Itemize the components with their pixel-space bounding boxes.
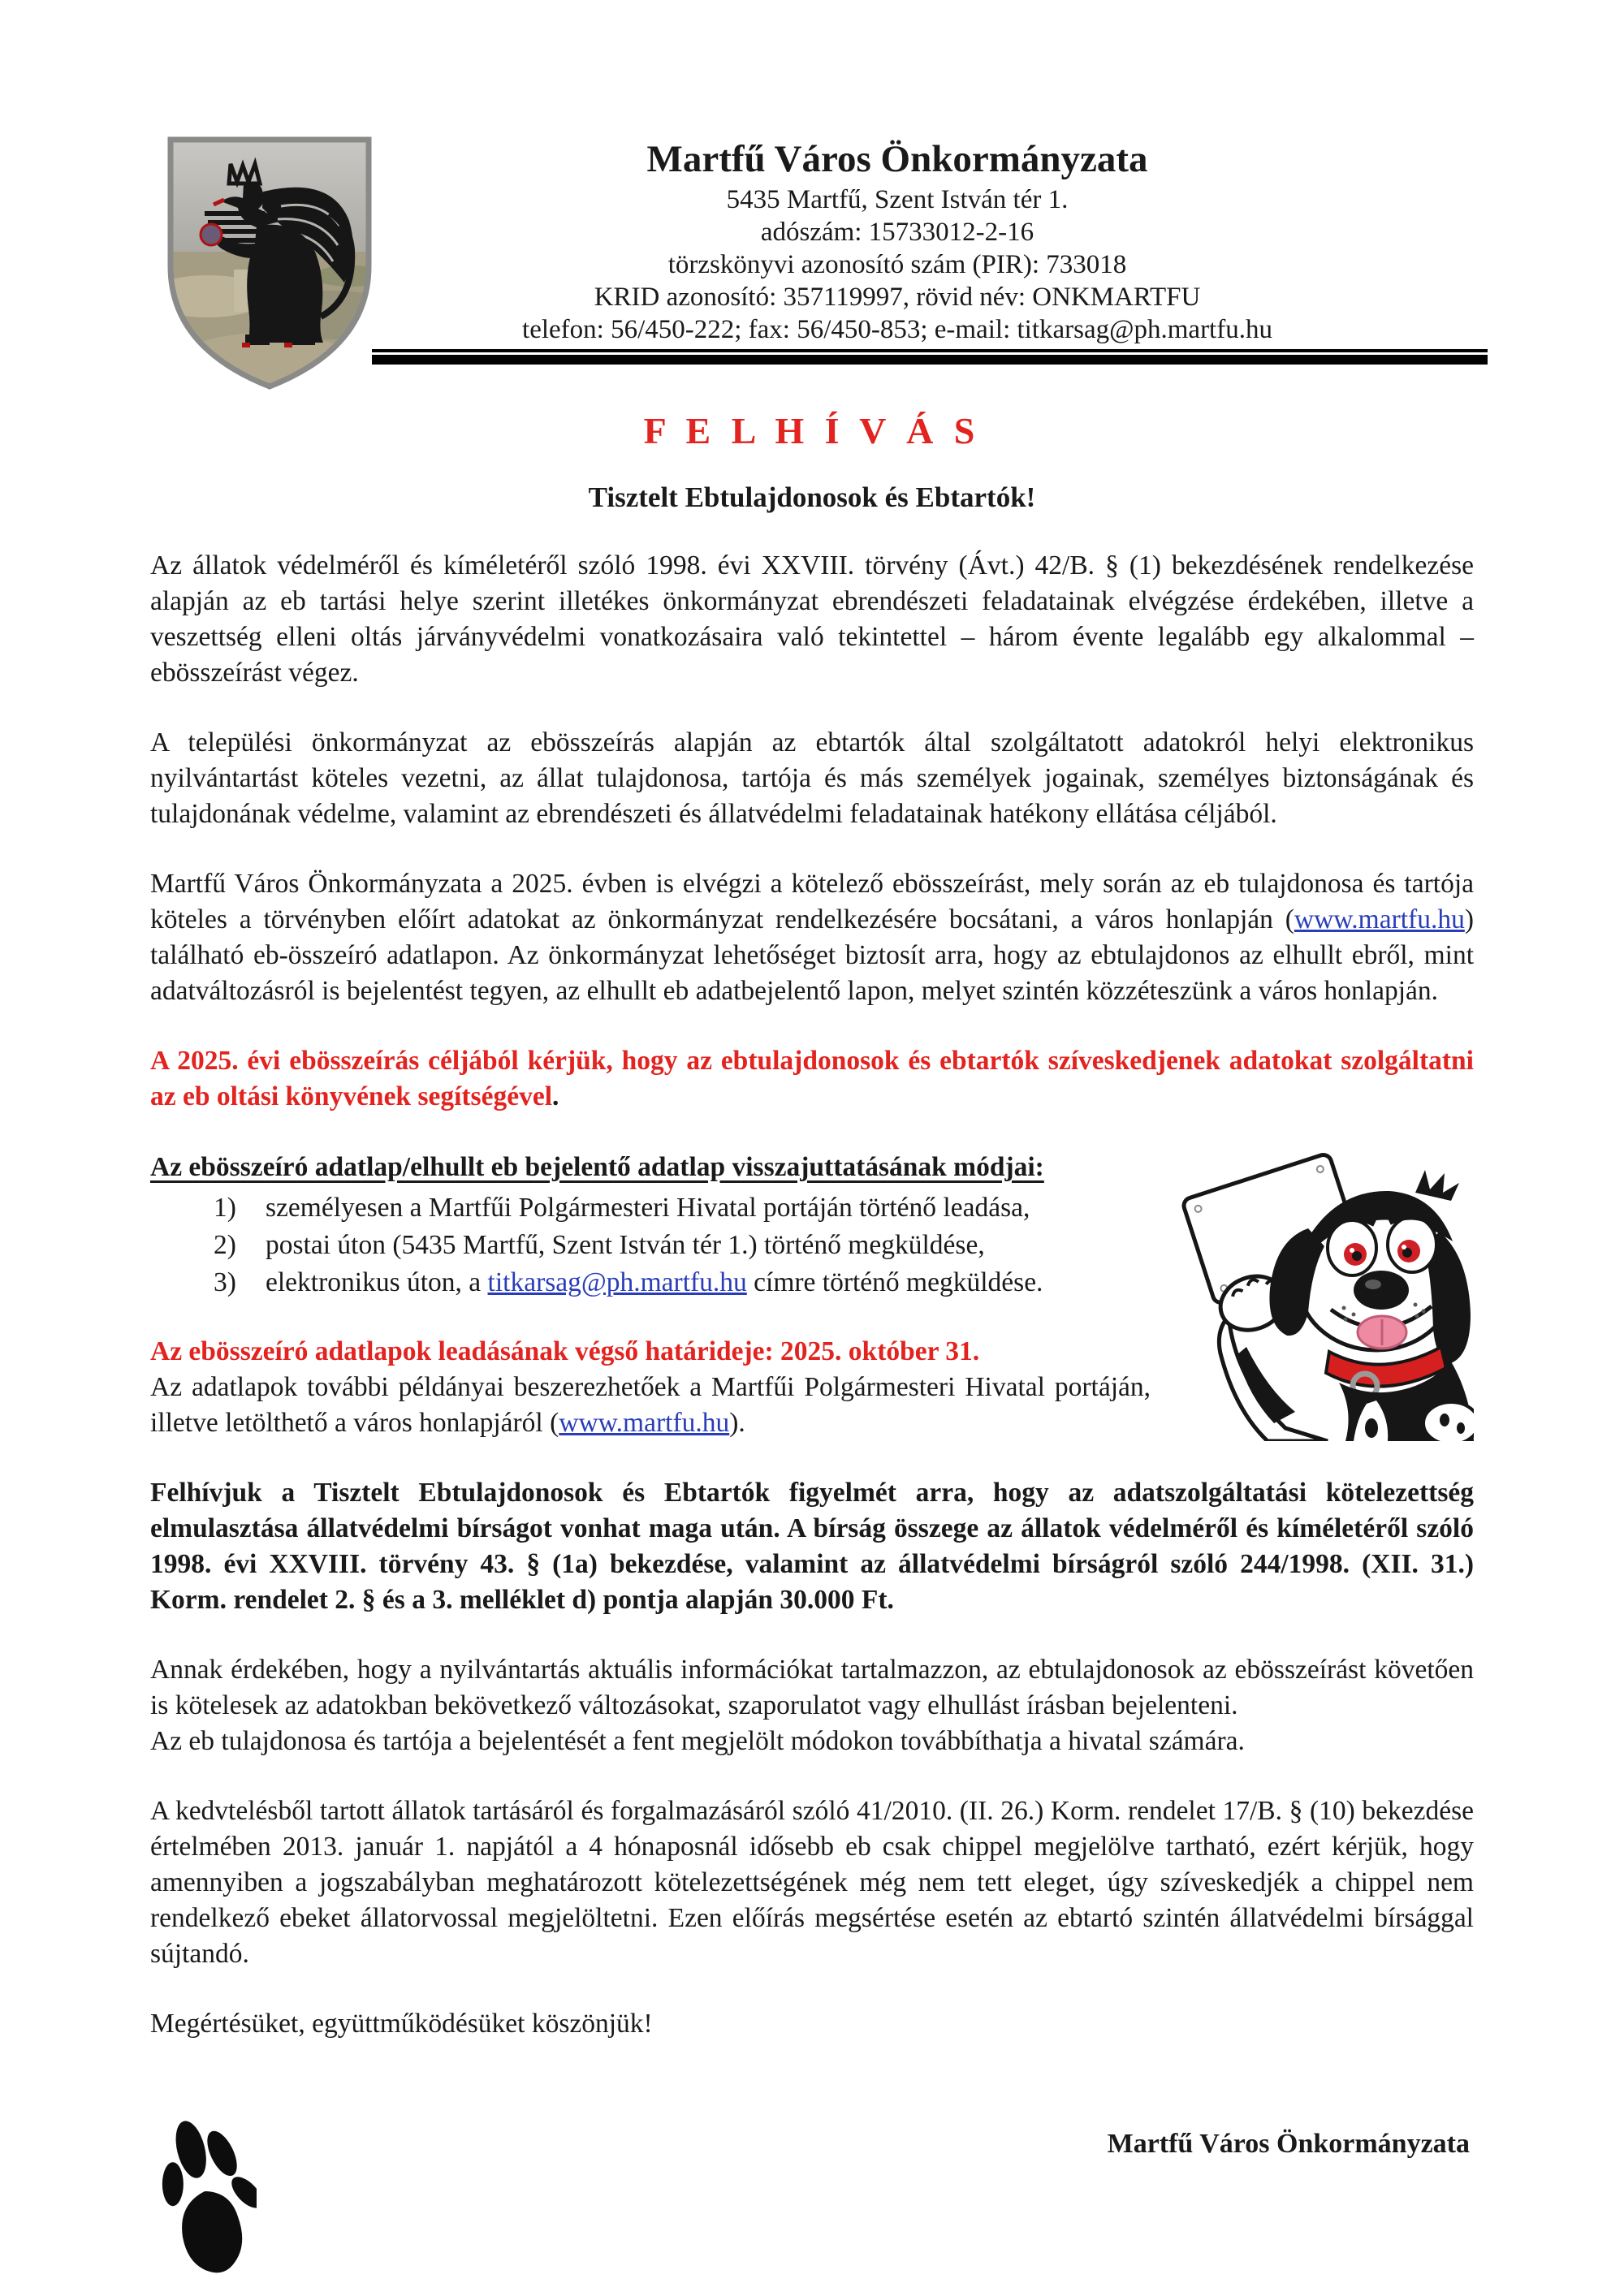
paw-print-icon	[161, 2116, 257, 2278]
org-name: Martfű Város Önkormányzata	[646, 138, 1148, 180]
methods-heading: Az ebösszeíró adatlap/elhullt eb bejelentő adatlap visszajuttatásának módjai:	[150, 1152, 1044, 1182]
header-divider	[372, 349, 1488, 365]
method-item-2	[214, 1227, 1151, 1264]
method-item-3-number: 3)	[214, 1267, 236, 1297]
paragraph-chip: A kedvtelésből tartott állatok tartásáról és forgalmazásáról szóló 41/2010. (II. 26.) Korm. rendelet 17/B. § (10) bekezdése értelmében 2013. január 1. napjától a 4 hónaposnál idősebb eb csak chippel megjelölve tartható, ezért kérjük, hogy amennyiben a jogszabályban meghatározott kötelezettségének még nem tett eleget, úgy szíveskedjék a chippel nem rendelkező ebeket állatorvossal megjelöltetni. Ezen előírás megsértése esetén az ebtartó szintén állatvédelmi bírsággal sújtandó.	[150, 1796, 1474, 1969]
org-pir-number: törzskönyvi azonosító szám (PIR): 733018	[667, 250, 1127, 279]
notice-title: F E L H Í V Á S	[643, 410, 981, 451]
deadline-red: Az ebösszeíró adatlapok leadásának végső határideje: 2025. október 31.	[150, 1336, 980, 1366]
paragraph-2025-before: Martfű Város Önkormányzata a 2025. évben is elvégzi a kötelező ebösszeírást, mely során az eb tulajdonosa és tartója köteles a törvényben előírt adatokat az önkormányzat rendelkezésére bocsátani, a város honlapján (	[150, 869, 1474, 934]
salutation: Tisztelt Ebtulajdonosok és Ebtartók!	[588, 481, 1036, 513]
org-krid: KRID azonosító: 357119997, rövid név: ONKMARTFU	[594, 283, 1201, 312]
notice-body	[150, 399, 1474, 2076]
data-request-red-text: A 2025. évi ebösszeírás céljából kérjük, hogy az ebtulajdonosok és ebtartók szíveskedjenek adatokat szolgáltatni az eb oltási könyvének segítségével	[150, 1046, 1474, 1111]
dog-nose	[1354, 1271, 1409, 1310]
dog-hair-tuft	[1415, 1170, 1459, 1201]
method-item-2-text: postai úton (5435 Martfű, Szent István tér 1.) történő megküldése,	[266, 1230, 985, 1260]
method-item-3	[214, 1264, 1151, 1301]
paragraph-forward: Az eb tulajdonosa és tartója a bejelentését a fent megjelölt módokon továbbíthatja a hivatal számára.	[150, 1726, 1245, 1756]
method-item-3-text	[266, 1264, 1043, 1301]
paragraph-2025-census	[150, 866, 1474, 1009]
paragraph-warning-fine: Felhívjuk a Tisztelt Ebtulajdonosok és Ebtartók figyelmét arra, hogy az adatszolgáltatási kötelezettség elmulasztása állatvédelmi bírságot vonhat maga után. A bírság összege az állatok védelméről és kíméletéről szóló 1998. évi XXVIII. törvény 43. § (1a) bekezdése, valamint az állatvédelmi bírságról szóló 244/1998. (XII. 31.) Korm. rendelet 2. § és a 3. melléklet d) pontja alapján 30.000 Ft.	[150, 1478, 1474, 1615]
dog-illustration	[1172, 1142, 1474, 1441]
paragraph-data-request-red	[150, 1043, 1474, 1115]
org-tax-number: adószám: 15733012-2-16	[760, 218, 1034, 247]
copies-after: ).	[729, 1408, 745, 1438]
paragraph-law: Az állatok védelméről és kíméletéről szóló 1998. évi XXVIII. törvény (Ávt.) 42/B. § (1) bekezdésének rendelkezése alapján az eb tartási helye szerint illetékes önkormányzat ebrendészeti feladatainak elvégzése érdekében, illetve a veszettség elleni oltás járványvédelmi vonatkozásaira való tekintettel – három évente legalább egy alkalommal – ebösszeírást végez.	[150, 550, 1474, 688]
method-item-1-number: 1)	[214, 1193, 236, 1223]
copies-before: Az adatlapok további példányai beszerezhetőek a Martfűi Polgármesteri Hivatal portáján, illetve letölthető a város honlapjáról (	[150, 1372, 1151, 1438]
paragraph-updates: Annak érdekében, hogy a nyilvántartás aktuális információkat tartalmazzon, az ebtulajdonosok az ebösszeírást követően is kötelesek az adatokban bekövetkező változásokat, szaporulatot vagy elhullást írásban bejelenteni.	[150, 1655, 1474, 1720]
org-address: 5435 Martfű, Szent István tér 1.	[726, 185, 1069, 214]
method-item-3-before: elektronikus úton, a	[266, 1267, 488, 1297]
paragraph-registry: A települési önkormányzat az ebösszeírás alapján az ebtartók által szolgáltatott adatokról helyi elektronikus nyilvántartást köteles vezetni, az állat tulajdonosa, tartója és más személyek jogainak, személyes biztonságának és tulajdonának védelme, valamint az ebrendészeti és állatvédelmi feladatainak hatékony ellátása céljából.	[150, 727, 1474, 829]
titkarsag-email-link[interactable]: titkarsag@ph.martfu.hu	[487, 1267, 747, 1297]
martfu-website-link-2[interactable]: www.martfu.hu	[559, 1408, 730, 1438]
data-request-period: .	[552, 1081, 559, 1111]
method-item-1	[214, 1189, 1151, 1227]
org-contact: telefon: 56/450-222; fax: 56/450-853; e-mail: titkarsag@ph.martfu.hu	[522, 315, 1272, 344]
method-item-1-text: személyesen a Martfűi Polgármesteri Hivatal portáján történő leadása,	[266, 1193, 1030, 1223]
method-item-2-number: 2)	[214, 1230, 236, 1260]
signature-org-name: Martfű Város Önkormányzata	[1107, 2129, 1470, 2159]
martfu-website-link[interactable]: www.martfu.hu	[1294, 904, 1465, 934]
paragraph-2025-after: ) található eb-összeíró adatlapon. Az önkormányzat lehetőséget biztosít arra, hogy az ebtulajdonos az elhullt ebről, mint adatváltozásról is bejelentést tegyen, az elhullt eb adatbejelentő lapon, melyet szintén közzéteszünk a város honlapján.	[150, 904, 1474, 1006]
letterhead	[309, 135, 1486, 346]
closing-thanks: Megértésüket, együttműködésüket köszönjük!	[150, 2009, 653, 2039]
method-item-3-after: címre történő megküldése.	[746, 1267, 1043, 1297]
